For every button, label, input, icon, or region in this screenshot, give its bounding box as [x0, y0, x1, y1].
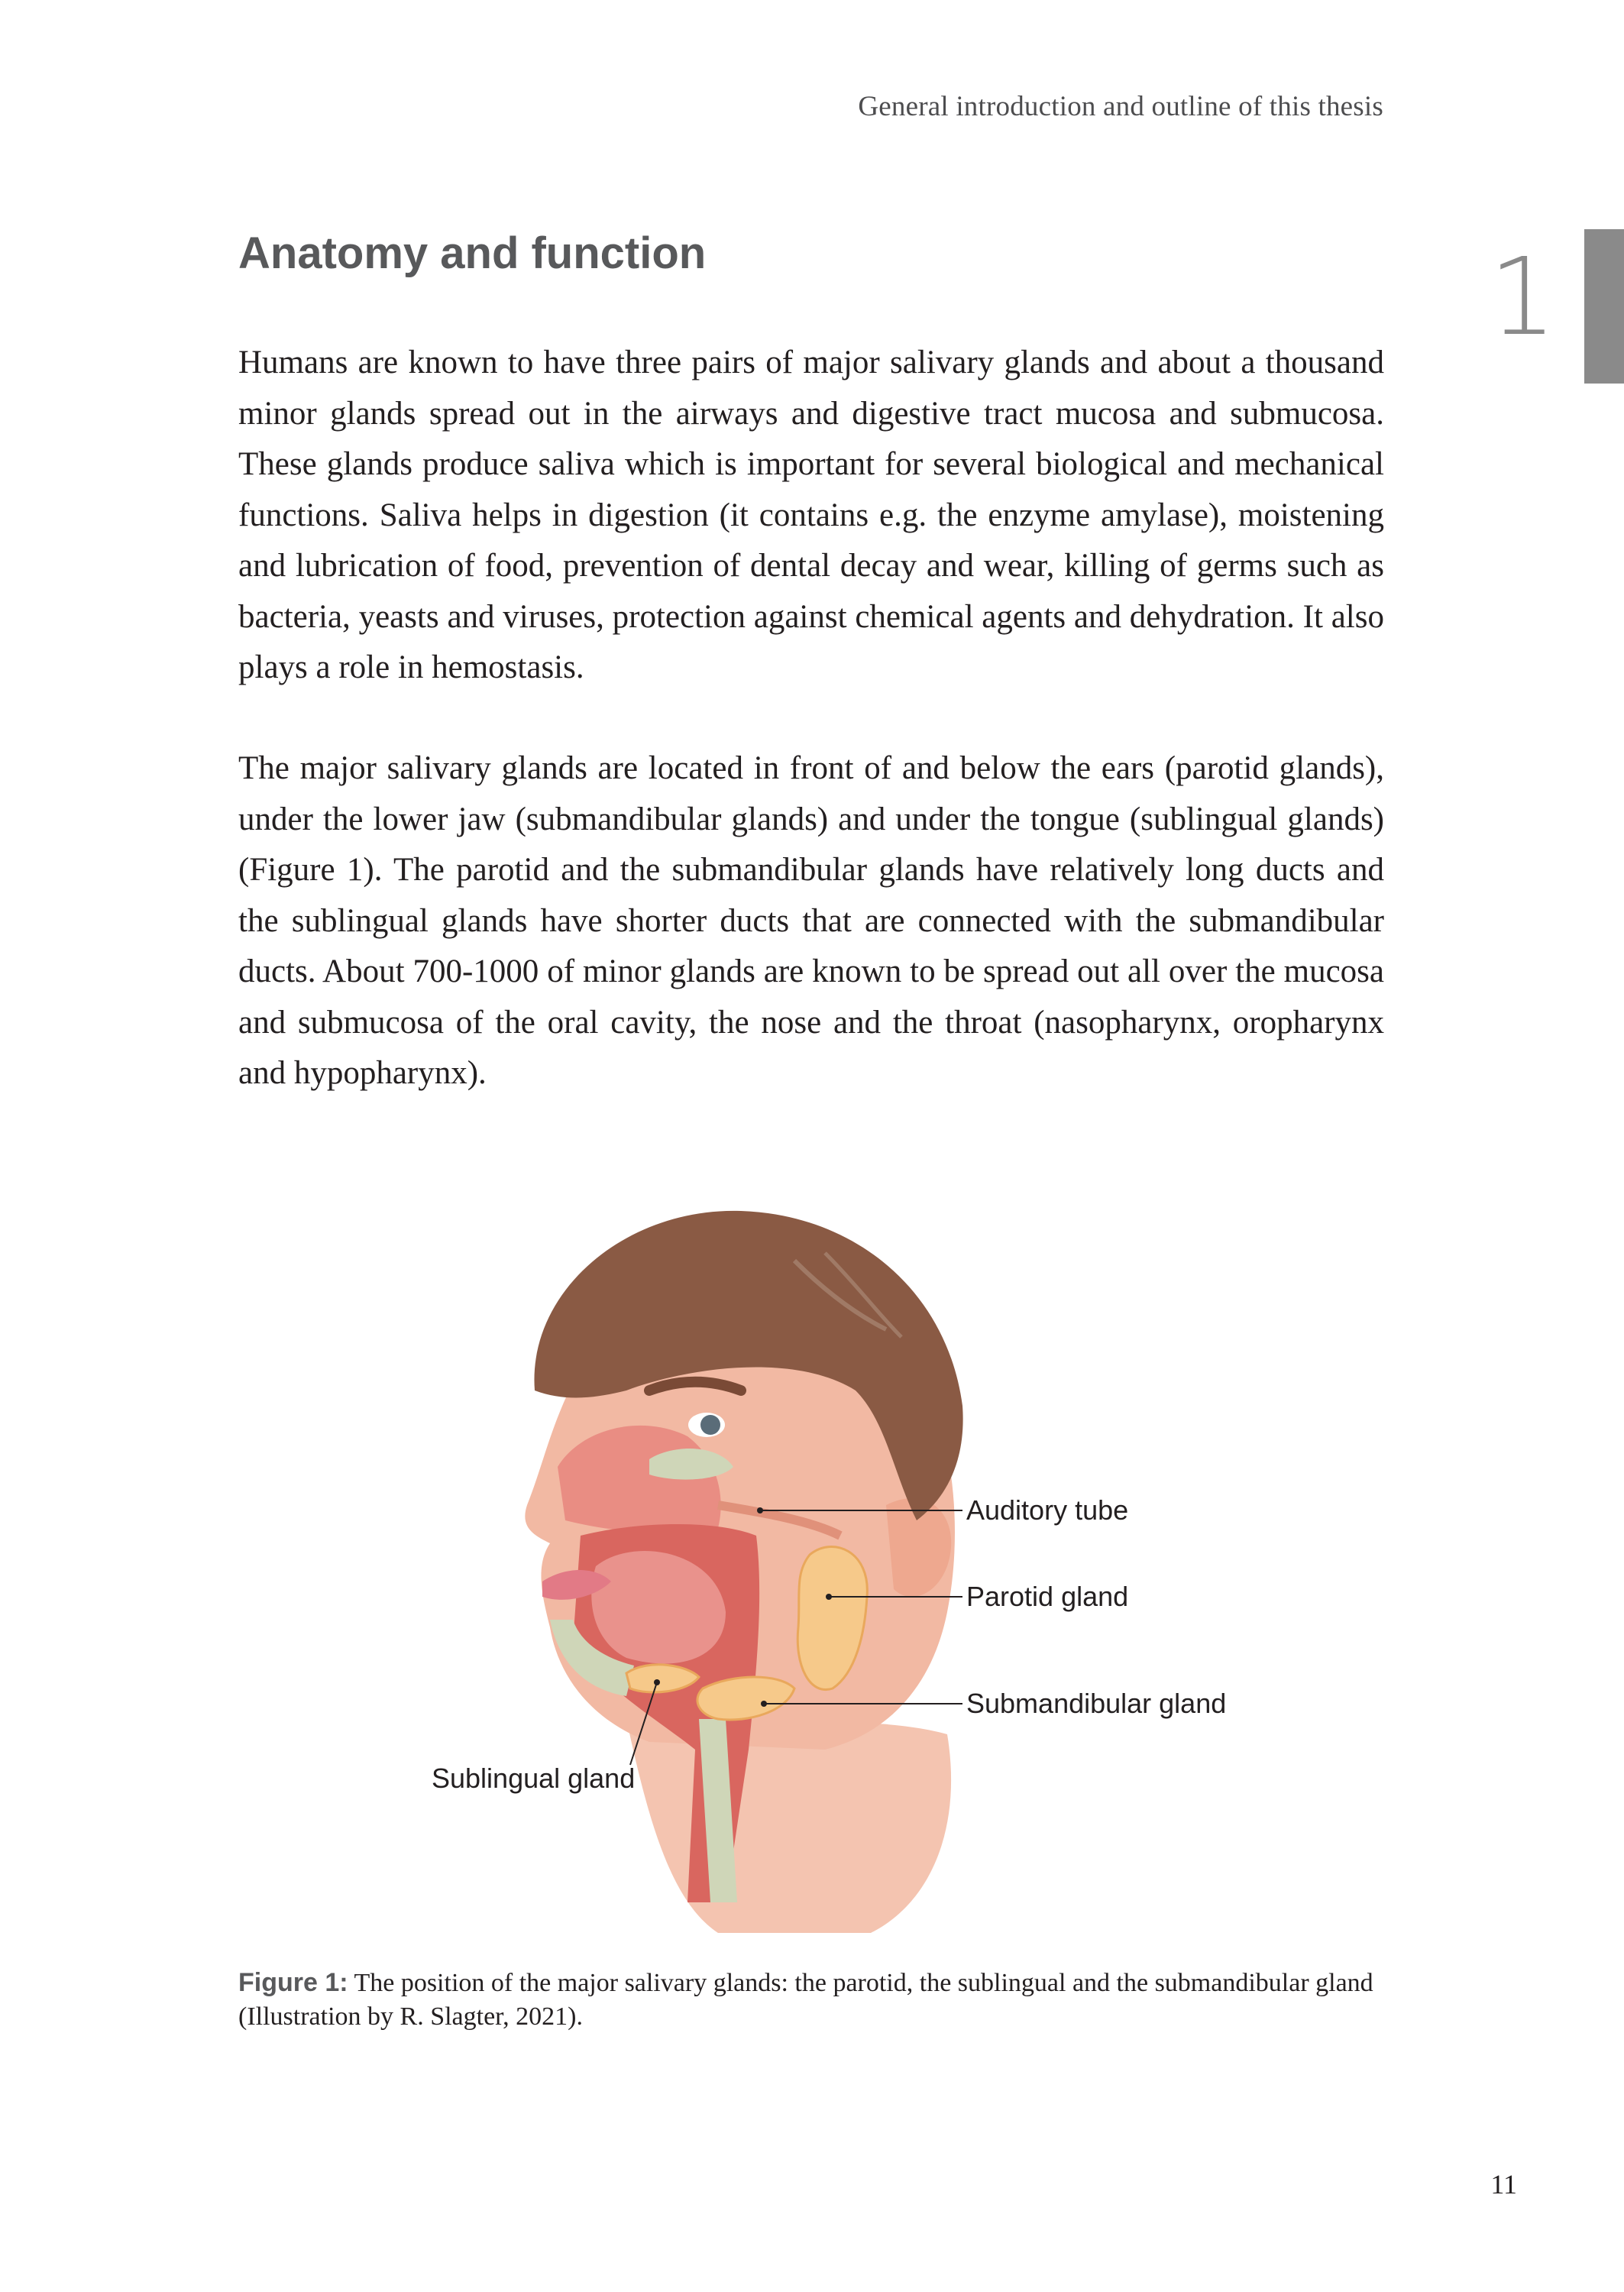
chapter-number: 1: [1488, 235, 1557, 360]
page-number: 11: [1490, 2169, 1517, 2200]
figure-caption: [238, 1966, 1384, 2034]
figure-caption-label: Figure 1:: [238, 1968, 348, 1997]
section-heading: Anatomy and function: [238, 228, 707, 278]
head-anatomy-drawing: [397, 1138, 1237, 1948]
body-paragraph-1: Humans are known to have three pairs of major salivary glands and about a thousand minor glands spread out in the airways and digestive tract mucosa and submucosa. These glands produce saliva which is important for several biological and mechanical functions. Saliva helps in digestion (it contains e.g. the enzyme amylase), moistening and lubrication of food, prevention of dental decay and wear, killing of germs such as bacteria, yeasts and viruses, protection against chemical agents and dehydration. It also plays a role in hemostasis.: [238, 345, 1384, 685]
figure-caption-text: The position of the major salivary glands: the parotid, the sublingual and the submandibular gland (Illustration by R. Slagter, 2021).: [238, 1969, 1373, 2031]
label-sublingual-gland: Sublingual gland: [432, 1763, 636, 1794]
label-auditory-tube: Auditory tube: [966, 1494, 1129, 1526]
label-parotid-gland: Parotid gland: [966, 1581, 1129, 1612]
body-paragraph-2: The major salivary glands are located in front of and below the ears (parotid glands), under the lower jaw (submandibular glands) and under the tongue (sublingual glands) (Figure 1). The parotid and the submandibular glands have relatively long ducts and the sublingual glands have shorter ducts that are connected with the submandibular ducts. About 700-1000 of minor glands are known to be spread out all over the mucosa and submucosa of the oral cavity, the nose and the throat (nasopharynx, oropharynx and hypopharynx).: [238, 750, 1384, 1091]
running-header: General introduction and outline of this thesis: [858, 91, 1383, 122]
label-submandibular-gland: Submandibular gland: [966, 1688, 1227, 1719]
salivary-glands-illustration: [397, 1138, 1237, 1948]
chapter-tab: [1584, 229, 1624, 384]
